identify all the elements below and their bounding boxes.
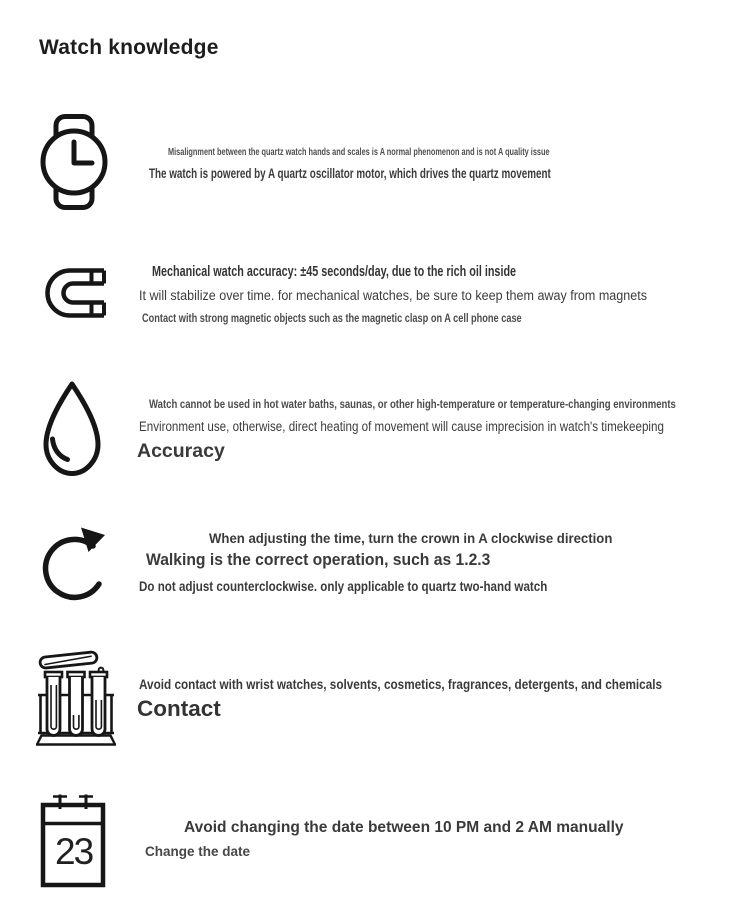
chemicals-heading: Contact bbox=[137, 696, 221, 721]
magnet-note-main: It will stabilize over time. for mechanical watches, be sure to keep them away from magnets bbox=[139, 288, 647, 303]
calendar-icon bbox=[40, 792, 106, 889]
clockwise-arrow-icon bbox=[38, 524, 116, 606]
magnet-icon bbox=[42, 266, 108, 320]
magnet-note-small: Contact with strong magnetic objects such as the magnetic clasp on A cell phone case bbox=[142, 313, 522, 325]
quartz-note-main: The watch is powered by A quartz oscillator motor, which drives the quartz movement bbox=[149, 166, 551, 181]
temperature-heading: Accuracy bbox=[137, 440, 225, 462]
temperature-note-small: Watch cannot be used in hot water baths, saunas, or other high-temperature or temperature-changing environments bbox=[149, 399, 676, 411]
watch-icon bbox=[40, 112, 108, 212]
adjust-note-main: Walking is the correct operation, such as 1.2.3 bbox=[146, 551, 491, 569]
date-note-main: Avoid changing the date between 10 PM and 2 AM manually bbox=[184, 819, 624, 836]
calendar-day-number: 23 bbox=[55, 831, 93, 872]
page-title: Watch knowledge bbox=[39, 36, 219, 59]
quartz-note-small: Misalignment between the quartz watch hands and scales is A normal phenomenon and is not A quality issue bbox=[168, 146, 550, 158]
test-tubes-icon bbox=[36, 645, 116, 747]
adjust-note-counterclockwise: Do not adjust counterclockwise. only applicable to quartz two-hand watch bbox=[139, 579, 548, 594]
magnet-note-accuracy: Mechanical watch accuracy: ±45 seconds/day, due to the rich oil inside bbox=[152, 263, 517, 280]
chemicals-note-main: Avoid contact with wrist watches, solvents, cosmetics, fragrances, detergents, and chemicals bbox=[139, 677, 663, 692]
temperature-note-main: Environment use, otherwise, direct heating of movement will cause imprecision in watch's timekeeping bbox=[139, 419, 664, 434]
water-drop-icon bbox=[39, 379, 105, 479]
date-note-small: Change the date bbox=[145, 844, 251, 859]
adjust-note-crown: When adjusting the time, turn the crown in A clockwise direction bbox=[209, 530, 613, 546]
